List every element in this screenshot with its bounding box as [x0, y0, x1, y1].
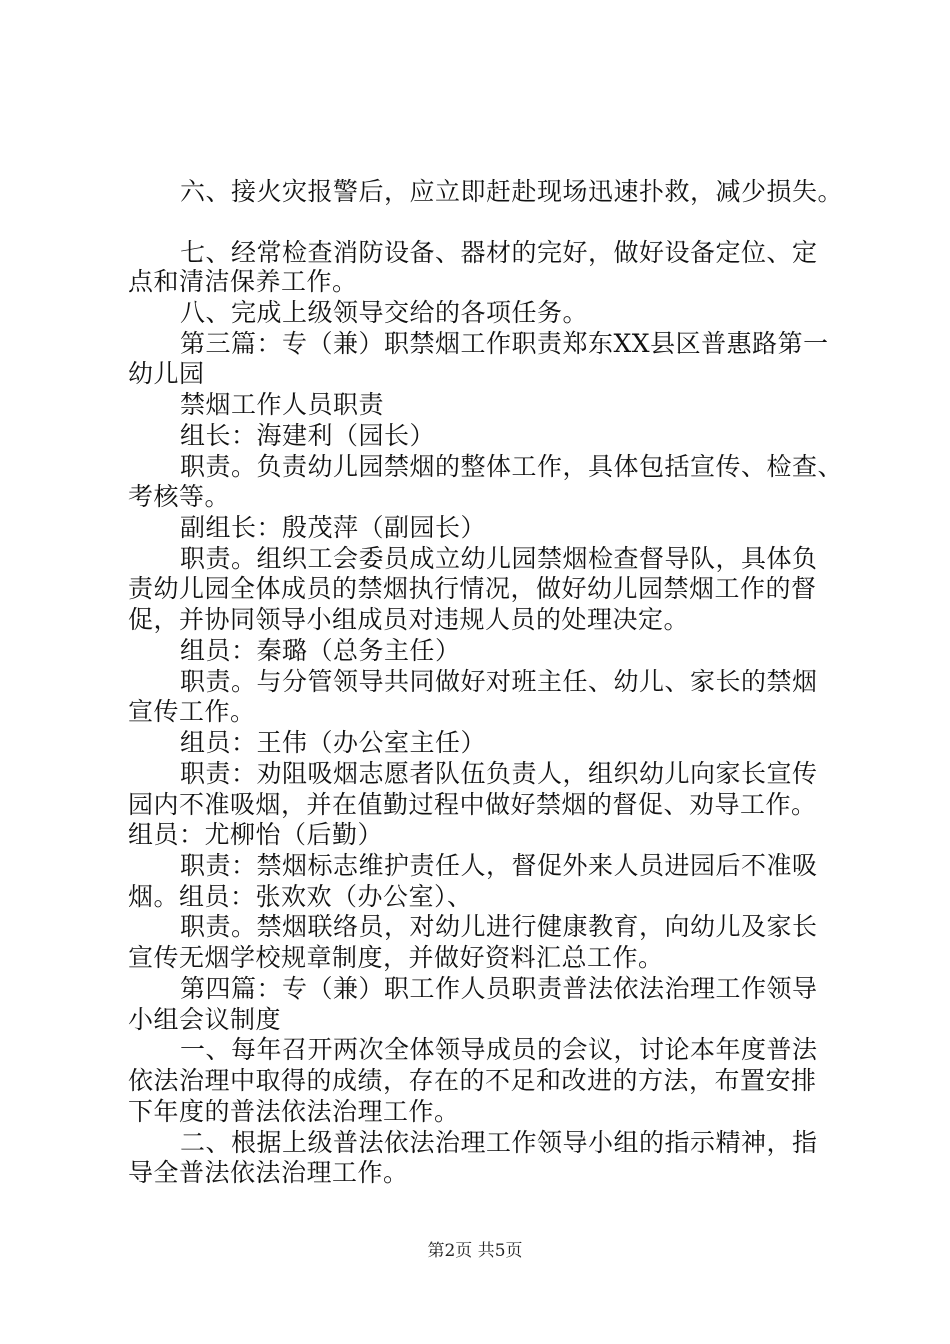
- text-line: 第四篇：专（兼）职工作人员职责普法依法治理工作领导: [180, 974, 818, 1003]
- text-line: 小组会议制度: [128, 1005, 282, 1034]
- text-line: 六、接火灾报警后，应立即赶赴现场迅速扑救，减少损失。: [180, 177, 844, 206]
- text-line: 幼儿园: [128, 359, 205, 388]
- text-line: 组员：秦璐（总务主任）: [180, 636, 461, 665]
- text-line: 禁烟工作人员职责: [180, 390, 385, 419]
- text-line: 宣传无烟学校规章制度，并做好资料汇总工作。: [128, 943, 664, 972]
- text-line: 促，并协同领导小组成员对违规人员的处理决定。: [128, 605, 690, 634]
- text-line: 职责。负责幼儿园禁烟的整体工作，具体包括宣传、检查、: [180, 452, 844, 481]
- text-line: 组长：海建利（园长）: [180, 421, 436, 450]
- text-line: 导全普法依法治理工作。: [128, 1158, 409, 1187]
- text-line: 组员：王伟（办公室主任）: [180, 728, 487, 757]
- text-line: 职责。组织工会委员成立幼儿园禁烟检查督导队，具体负: [180, 544, 818, 573]
- text-line: 八、完成上级领导交给的各项任务。: [180, 298, 589, 327]
- text-line: 职责。禁烟联络员，对幼儿进行健康教育，向幼儿及家长: [180, 912, 818, 941]
- text-line: 第三篇：专（兼）职禁烟工作职责郑东XX县区普惠路第一: [180, 329, 829, 358]
- text-line: 依法治理中取得的成绩，存在的不足和改进的方法，布置安排: [128, 1066, 817, 1095]
- text-line: 考核等。: [128, 482, 231, 511]
- text-line: 职责：劝阻吸烟志愿者队伍负责人，组织幼儿向家长宣传: [180, 759, 818, 788]
- text-line: 组员：尤柳怡（后勤）: [128, 820, 384, 849]
- text-line: 职责：禁烟标志维护责任人，督促外来人员进园后不准吸: [180, 851, 818, 880]
- text-line: 二、根据上级普法依法治理工作领导小组的指示精神，指: [180, 1128, 818, 1157]
- text-line: 点和清洁保养工作。: [128, 267, 358, 296]
- page-number: 第2页 共5页: [427, 1241, 523, 1261]
- text-line: 七、经常检查消防设备、器材的完好，做好设备定位、定: [180, 238, 818, 267]
- text-line: 园内不准吸烟，并在值勤过程中做好禁烟的督促、劝导工作。: [128, 790, 817, 819]
- text-line: 一、每年召开两次全体领导成员的会议，讨论本年度普法: [180, 1035, 818, 1064]
- text-line: 责幼儿园全体成员的禁烟执行情况，做好幼儿园禁烟工作的督: [128, 574, 817, 603]
- text-line: 副组长：殷茂萍（副园长）: [180, 513, 487, 542]
- text-line: 下年度的普法依法治理工作。: [128, 1097, 460, 1126]
- text-line: 宣传工作。: [128, 697, 256, 726]
- text-line: 职责。与分管领导共同做好对班主任、幼儿、家长的禁烟: [180, 667, 818, 696]
- text-line: 烟。组员：张欢欢（办公室）、: [128, 882, 473, 911]
